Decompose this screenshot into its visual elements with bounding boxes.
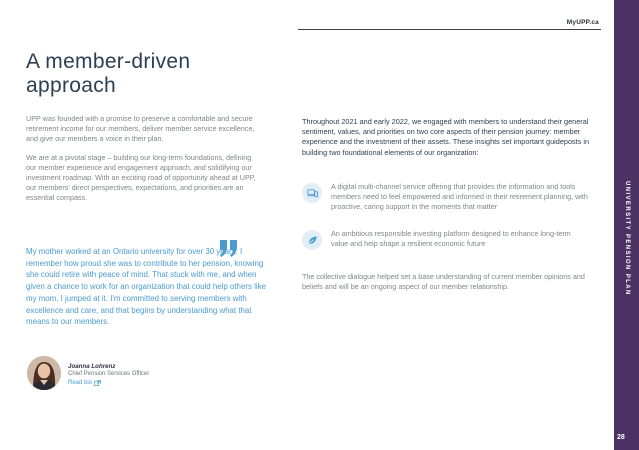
intro-paragraph-1: UPP was founded with a promise to preserve a comfortable and secure retirement income for our members, deliver member service excellence, and give our members a voice in their plan. [26, 114, 255, 143]
list-item [302, 229, 602, 250]
left-column [26, 114, 258, 212]
speaker-role: Chief Pension Services Officer [68, 371, 150, 377]
header-rule [298, 29, 601, 30]
list-item-text: An ambitious responsible investing platform designed to enhance long-term value and help shape a resilient economic future [331, 229, 571, 248]
list-item-text: A digital multi-channel service offering that provides the information and tools members need to feel empowered and informed in their retirement planning, with proactive, caring support in the moments that matter [331, 182, 588, 211]
engagement-intro: Throughout 2021 and early 2022, we engaged with members to understand their general sentiment, values, and priorities on two core aspects of their pension journey: member experience and the investment of their assets. These insights set important guideposts in building two foundational elements of our organization: [302, 117, 590, 157]
closing-paragraph: The collective dialogue helped set a base understanding of current member opinions and beliefs and will be an ongoing aspect of our member relationship. [302, 272, 585, 291]
page-number: 28 [617, 434, 625, 441]
list-item [302, 182, 602, 212]
external-link-icon [94, 380, 101, 386]
pull-quote: My mother worked at an Ontario university for over 30 years. I remember how proud she was to contribute to her pension, knowing she could retire with peace of mind. That stuck with me, and when given a chance to work for an organization that could help others like my mom, I jumped at it. I'm committed to serving members with excellence and care, and that begins by understanding what that means to our members. [26, 247, 266, 327]
intro-paragraph-2: We are at a pivotal stage – building our long-term foundations, defining our member experience and engagement approach, and solidifying our investment roadmap. With an exciting road of opportunity ahead at UPP, our members' direct perspectives, expectations, and priorities are an essential compass. [26, 153, 256, 202]
devices-icon [302, 183, 322, 203]
page-title: A member-driven approach [26, 50, 191, 97]
avatar [27, 356, 61, 390]
read-bio-link[interactable] [68, 379, 149, 387]
speaker-name: Joanna Lohrenz [68, 363, 116, 370]
plan-name-label: UNIVERSITY PENSION PLAN [624, 181, 630, 296]
signature-block [68, 363, 149, 387]
site-url[interactable]: MyUPP.ca [566, 19, 599, 26]
read-bio-label: Read bio [68, 379, 93, 386]
leaf-icon [302, 230, 322, 250]
